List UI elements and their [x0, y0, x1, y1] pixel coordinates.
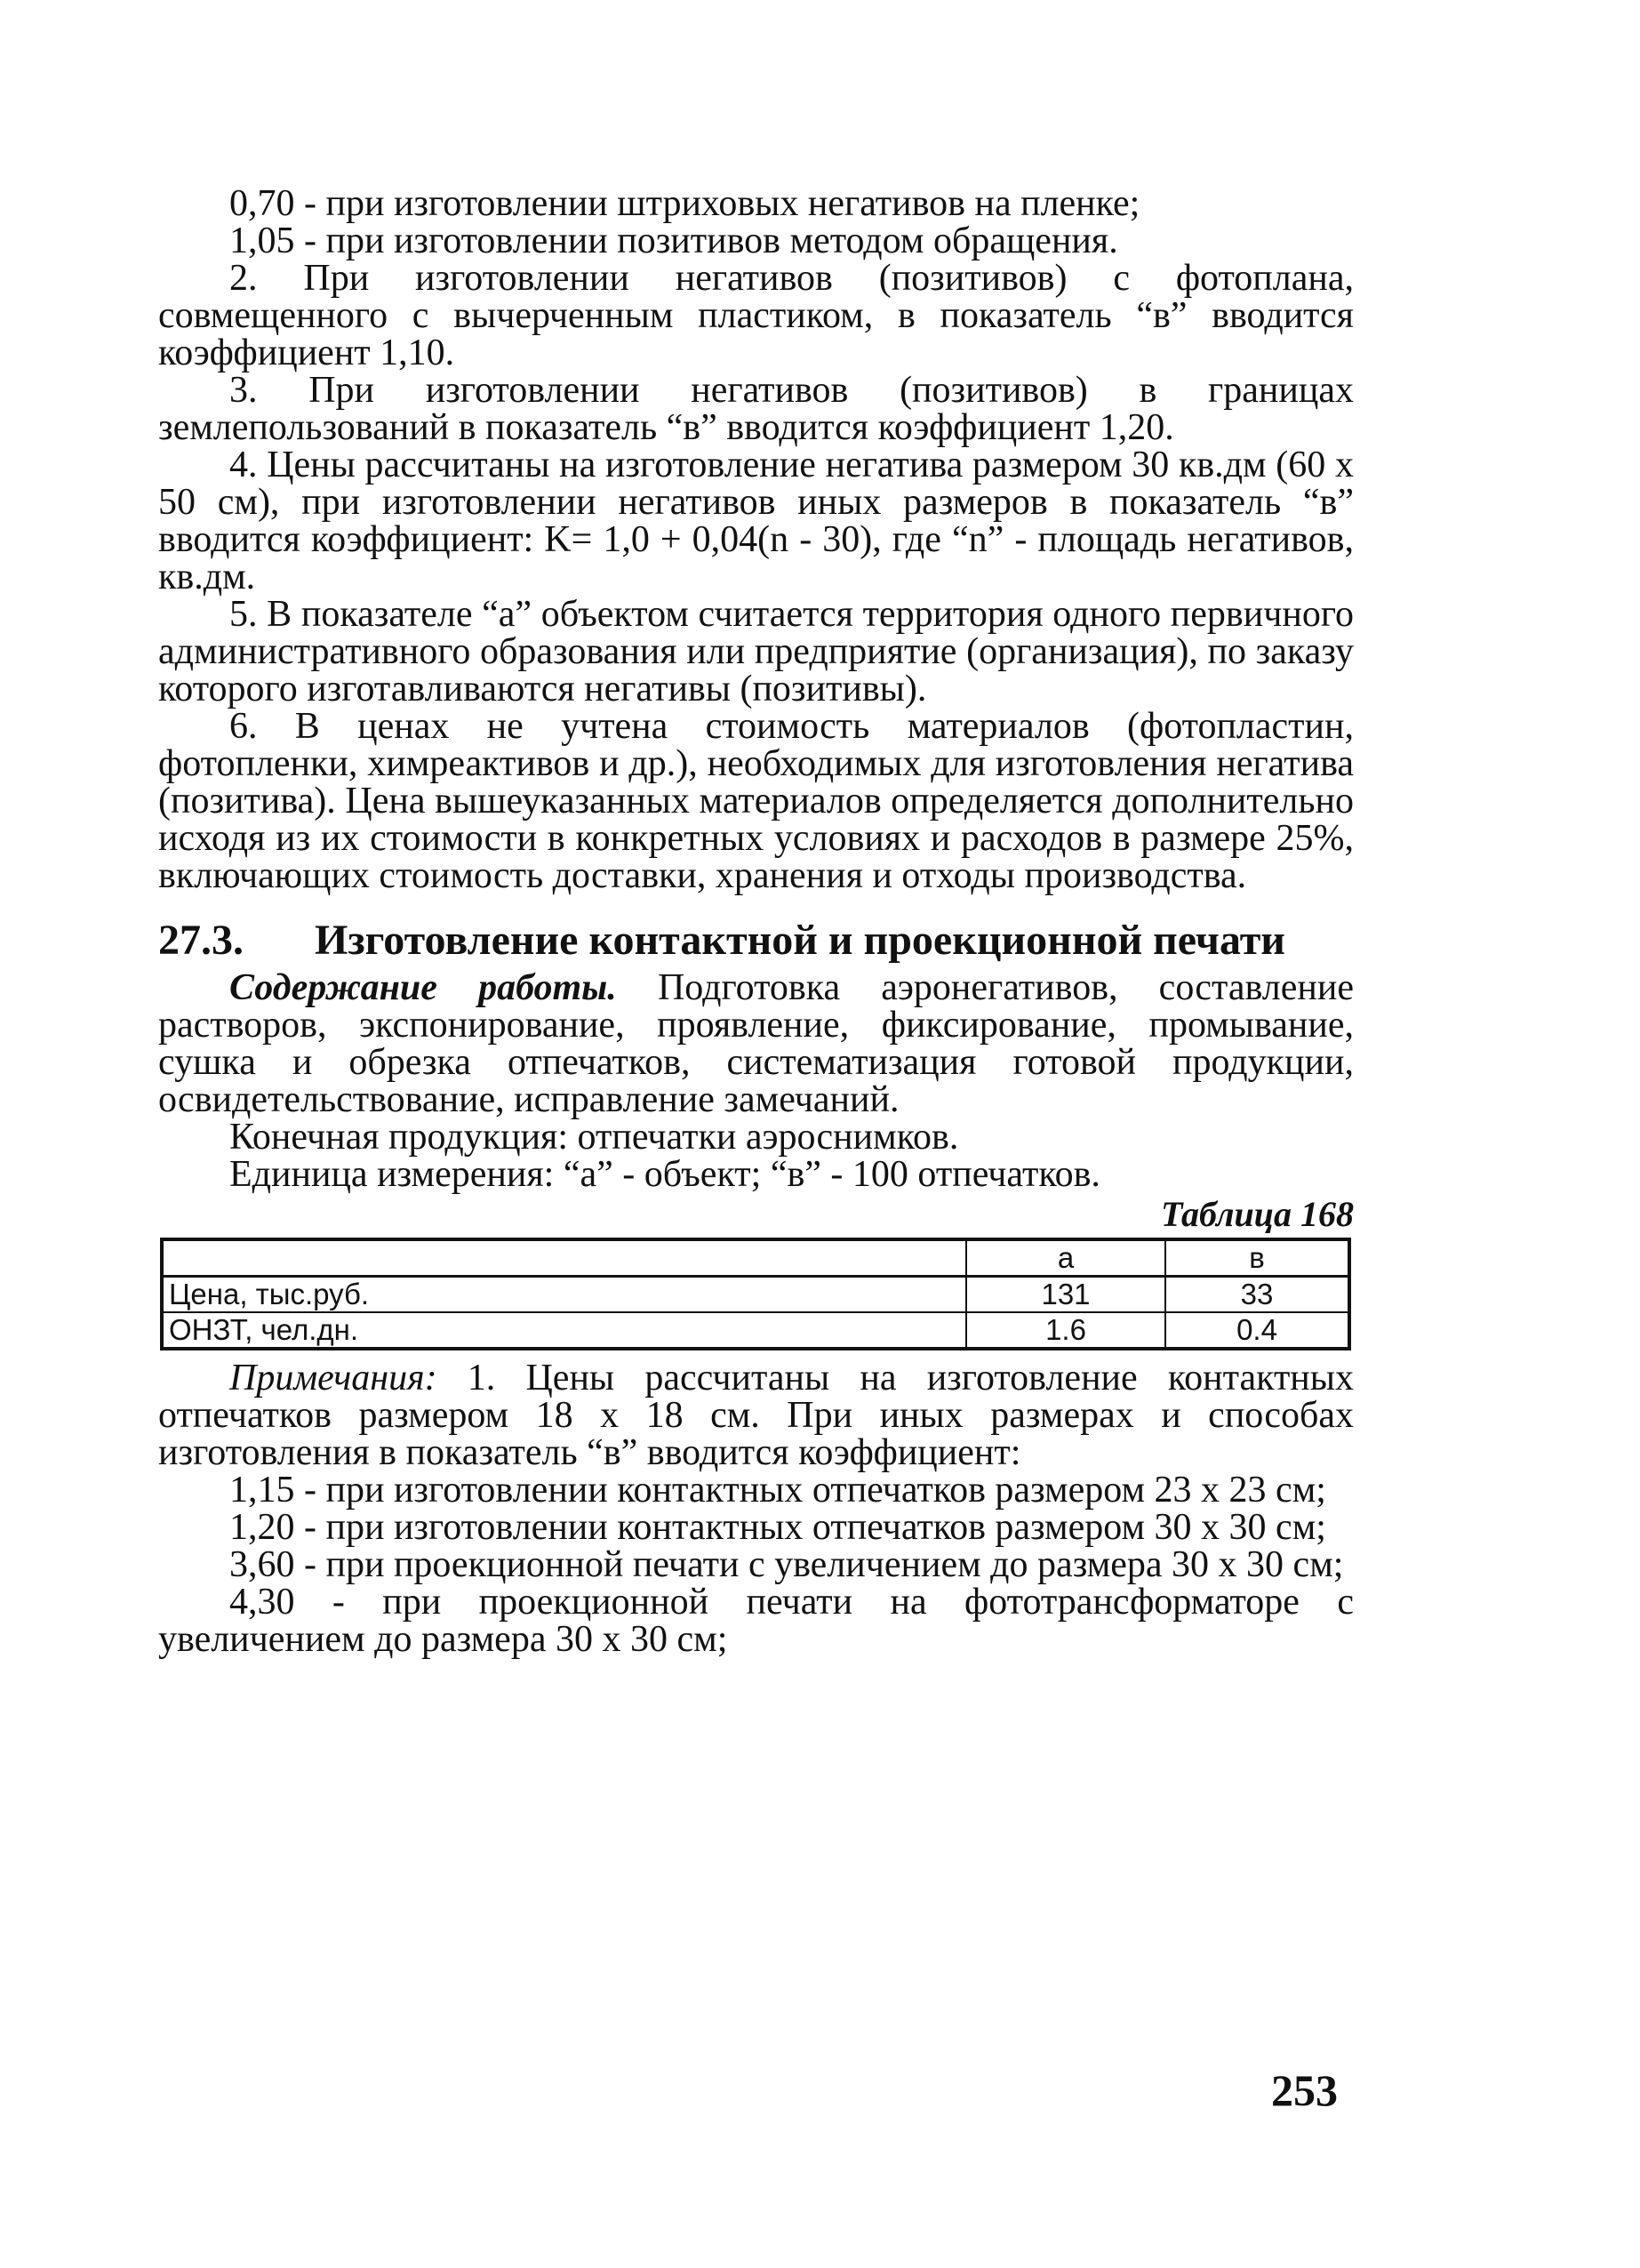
notes-first: 1. Цены рассчитаны на изготовление контактных отпечатков размером 18 х 18 см. При иных размерах и способах изготовления в показатель “в” вводится коэффициент:: [158, 1358, 1354, 1473]
notes-paragraph: [158, 1359, 1354, 1471]
final-product: Конечная продукция: отпечатки аэроснимков.: [229, 1117, 959, 1158]
table-header-cell: в: [1165, 1239, 1349, 1277]
work-content-label: Содержание работы.: [229, 967, 617, 1008]
paragraph: 2. При изготовлении негативов (позитивов) с фотоплана, совмещенного с вычерченным пластиком, в показатель “в” вводится коэффициент 1,10.: [158, 258, 1354, 373]
unit-of-measure: Единица измерения: “а” - объект; “в” - 100 отпечатков.: [229, 1154, 1100, 1195]
note-item: 1,15 - при изготовлении контактных отпечатков размером 23 х 23 см;: [229, 1470, 1326, 1511]
work-content-paragraph: [158, 969, 1354, 1118]
section-heading: [158, 919, 1354, 962]
notes-label: Примечания:: [229, 1358, 437, 1398]
table-caption: Таблица 168: [1161, 1194, 1354, 1234]
table-cell: 0.4: [1165, 1312, 1349, 1349]
table-cell: Цена, тыс.руб.: [162, 1277, 966, 1313]
table-header-cell: [162, 1239, 966, 1277]
paragraph: 6. В ценах не учтена стоимость материалов (фотопластин, фотопленки, химреактивов и др.), необходимых для изготовления негатива (позитива). Цена вышеуказанных материалов определяется дополнительно исходя из их стоимости в конкретных условиях и расходов в размере 25%, включающих стоимость доставки, хранения и отходы производства.: [158, 706, 1354, 896]
paragraph: 4. Цены рассчитаны на изготовление негатива размером 30 кв.дм (60 х 50 см), при изготовлении негативов иных размеров в показатель “в” вводится коэффициент: K= 1,0 + 0,04(n - 30), где “n” - площадь негативов, кв.дм.: [158, 445, 1354, 597]
paragraph: 3. При изготовлении негативов (позитивов) в границах землепользований в показатель “в” вводится коэффициент 1,20.: [158, 370, 1354, 448]
table-row: [162, 1312, 1349, 1349]
work-content-text: Подготовка аэронегативов, составление растворов, экспонирование, проявление, фиксирование, промывание, сушка и обрезка отпечатков, систематизация готовой продукции, освидетельствование, исправление замечаний.: [158, 967, 1354, 1120]
page-number: 253: [1271, 2065, 1338, 2115]
section-title: Изготовление контактной и проекционной печати: [315, 917, 1285, 964]
table-cell: 131: [966, 1277, 1165, 1313]
note-item: 3,60 - при проекционной печати с увеличением до размера 30 х 30 см;: [229, 1544, 1344, 1585]
table-cell: 33: [1165, 1277, 1349, 1313]
table-cell: 1.6: [966, 1312, 1165, 1349]
price-table: [160, 1238, 1351, 1350]
page-content: [158, 185, 1354, 1658]
section-number: 27.3.: [158, 917, 244, 964]
table-header-row: [162, 1239, 1349, 1277]
table-cell: ОНЗТ, чел.дн.: [162, 1312, 966, 1349]
note-item: 4,30 - при проекционной печати на фототрансформаторе с увеличением до размера 30 х 30 см;: [158, 1582, 1354, 1660]
table-header-cell: а: [966, 1239, 1165, 1277]
paragraph: 1,05 - при изготовлении позитивов методом обращения.: [229, 220, 1118, 261]
note-item: 1,20 - при изготовлении контактных отпечатков размером 30 х 30 см;: [229, 1507, 1326, 1548]
paragraph: 5. В показателе “а” объектом считается территория одного первичного административного образования или предприятие (организация), по заказу которого изготавливаются негативы (позитивы).: [158, 594, 1354, 709]
paragraph: 0,70 - при изготовлении штриховых негативов на пленке;: [229, 183, 1140, 224]
table-row: [162, 1277, 1349, 1313]
